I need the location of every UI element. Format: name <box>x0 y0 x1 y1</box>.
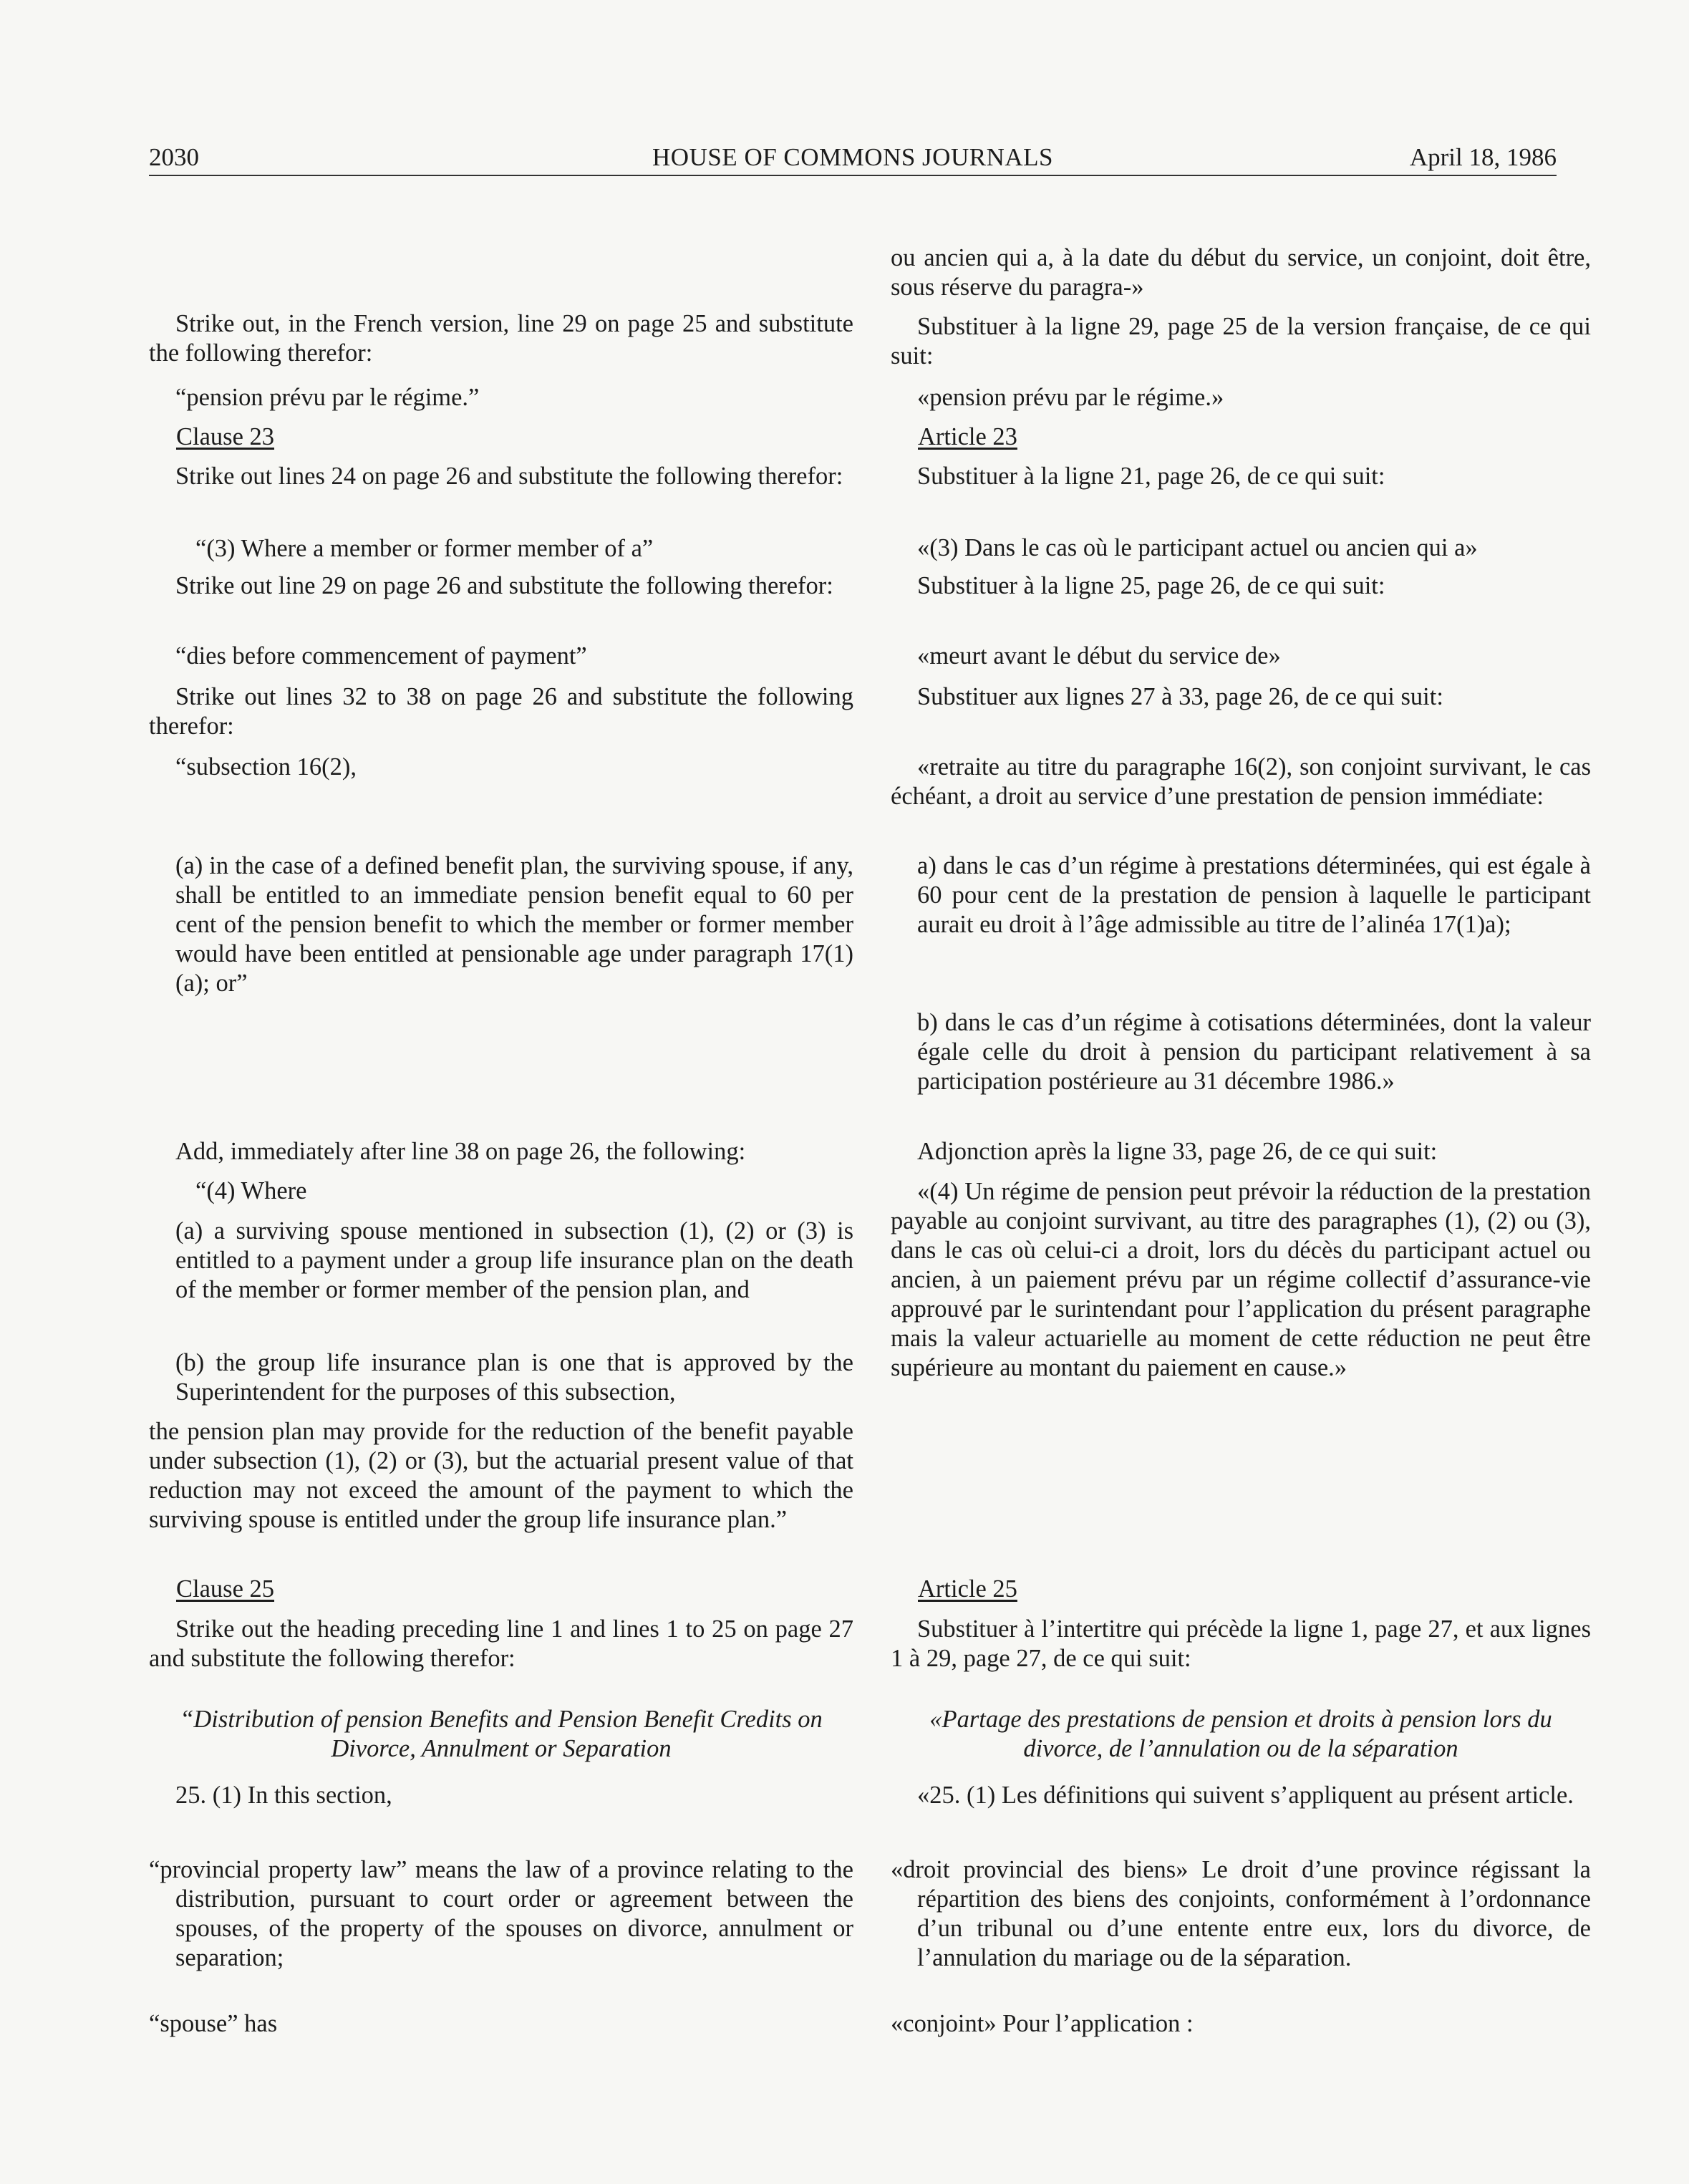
paragraph: Strike out, in the French version, line 29 on page 25 and substitute the following therefor: <box>149 310 853 367</box>
definition: «droit provincial des biens» Le droit d’une province régissant la répartition des biens des conjoints, conformément à l’ordonnance d’un tribunal ou d’une entente entre eux, lors du divorce, de l’annulation du mariage ou de la séparation. <box>891 1856 1591 1971</box>
paragraph: (a) in the case of a defined benefit plan, the surviving spouse, if any, shall be entitled to an immediate pension benefit equal to 60 per cent of the pension benefit to which the member or former member would have been entitled at pensionable age under paragraph 17(1)(a); or” <box>175 852 853 997</box>
section-heading: “Distribution of pension Benefits and Pension Benefit Credits on Divorce, Annulment or Separation <box>180 1706 823 1762</box>
paragraph: “subsection 16(2), <box>175 753 357 781</box>
paragraph: Substituer à l’intertitre qui précède la ligne 1, page 27, et aux lignes 1 à 29, page 27, de ce qui suit: <box>891 1615 1591 1672</box>
clause-heading: Article 23 <box>918 423 1017 450</box>
paragraph: (a) a surviving spouse mentioned in subsection (1), (2) or (3) is entitled to a payment under a group life insurance plan on the death of the member or former member of the pension plan, and <box>175 1217 853 1303</box>
definition: “spouse” has <box>149 2010 278 2037</box>
paragraph: b) dans le cas d’un régime à cotisations déterminées, dont la valeur égale celle du droit à pension du participant relativement à sa participation postérieure au 31 décembre 1986.» <box>917 1009 1591 1095</box>
page-header <box>149 143 1557 176</box>
clause-heading: Article 25 <box>918 1575 1017 1603</box>
paragraph: “(3) Where a member or former member of a” <box>195 535 654 562</box>
paragraph: Strike out lines 24 on page 26 and substitute the following therefor: <box>175 463 843 490</box>
paragraph: (b) the group life insurance plan is one that is approved by the Superintendent for the purposes of this subsection, <box>175 1349 853 1406</box>
paragraph: Add, immediately after line 38 on page 26, the following: <box>175 1138 746 1165</box>
paragraph: Substituer à la ligne 25, page 26, de ce qui suit: <box>917 572 1385 599</box>
paragraph: «meurt avant le début du service de» <box>917 642 1281 670</box>
page-number: 2030 <box>149 143 199 171</box>
clause-heading: Clause 25 <box>176 1575 275 1603</box>
paragraph: «25. (1) Les définitions qui suivent s’appliquent au présent article. <box>917 1782 1574 1809</box>
paragraph: Substituer à la ligne 21, page 26, de ce qui suit: <box>917 463 1385 490</box>
paragraph: a) dans le cas d’un régime à prestations déterminées, qui est égale à 60 pour cent de la prestation de pension à laquelle le participant aurait eu droit à l’âge admissible au titre de l’alinéa 17(1)a); <box>917 852 1591 938</box>
header-rule <box>149 175 1557 176</box>
paragraph: Adjonction après la ligne 33, page 26, de ce qui suit: <box>917 1138 1438 1165</box>
clause-heading: Clause 23 <box>176 423 275 450</box>
section-heading: «Partage des prestations de pension et droits à pension lors du divorce, de l’annulation ou de la séparation <box>929 1706 1552 1762</box>
paragraph: Strike out line 29 on page 26 and substitute the following therefor: <box>175 572 833 599</box>
paragraph: 25. (1) In this section, <box>175 1782 392 1809</box>
paragraph: «retraite au titre du paragraphe 16(2), son conjoint survivant, le cas échéant, a droit au service d’une prestation de pension immédiate: <box>891 753 1591 810</box>
paragraph: Strike out lines 32 to 38 on page 26 and substitute the following therefor: <box>149 683 853 740</box>
paragraph: Strike out the heading preceding line 1 and lines 1 to 25 on page 27 and substitute the following therefor: <box>149 1615 853 1672</box>
paragraph: “dies before commencement of payment” <box>175 642 587 670</box>
definition: “provincial property law” means the law of a province relating to the distribution, pursuant to court order or agreement between the spouses, of the property of the spouses on divorce, annulment or separation; <box>149 1856 853 1971</box>
definition: «conjoint» Pour l’application : <box>891 2010 1194 2037</box>
journal-title: HOUSE OF COMMONS JOURNALS <box>652 143 1053 171</box>
paragraph: «(4) Un régime de pension peut prévoir la réduction de la prestation payable au conjoint survivant, au titre des paragraphes (1), (2) ou (3), dans le cas où celui-ci a droit, lors du décès du participant actuel ou ancien, à un paiement prévu par un régime collectif d’assurance-vie approuvé par le surintendant pour l’application du présent paragraphe mais la valeur actuarielle au moment de cette réduction ne peut être supérieure au montant du paiement en cause.» <box>891 1178 1591 1381</box>
paragraph: ou ancien qui a, à la date du début du service, un conjoint, doit être, sous réserve du paragra-» <box>891 244 1591 301</box>
paragraph: “pension prévu par le régime.” <box>175 384 480 411</box>
paragraph: Substituer aux lignes 27 à 33, page 26, de ce qui suit: <box>917 683 1443 710</box>
paragraph: «(3) Dans le cas où le participant actuel ou ancien qui a» <box>917 534 1478 561</box>
journal-date: April 18, 1986 <box>1409 143 1557 171</box>
paragraph: «pension prévu par le régime.» <box>917 384 1224 411</box>
paragraph: the pension plan may provide for the reduction of the benefit payable under subsection (1), (2) or (3), but the actuarial present value of that reduction may not exceed the amount of the payment to which the surviving spouse is entitled under the group life insurance plan.” <box>149 1418 853 1533</box>
paragraph: Substituer à la ligne 29, page 25 de la version française, de ce qui suit: <box>891 313 1591 369</box>
paragraph: “(4) Where <box>195 1177 307 1204</box>
